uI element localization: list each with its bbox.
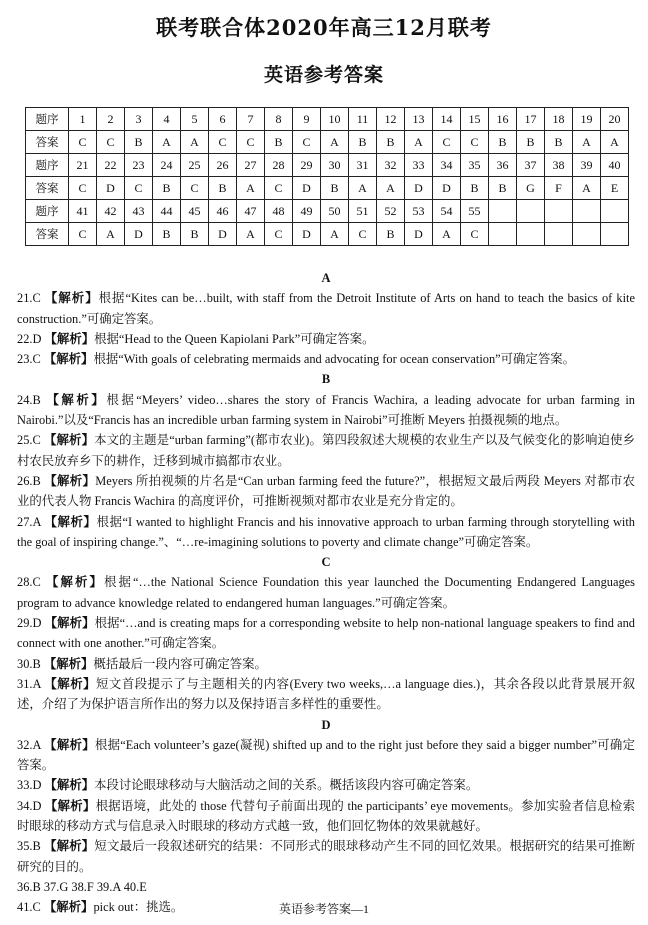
analysis-tag: 【解析】 <box>44 839 95 854</box>
explanation-text: 短文首段提示了与主题相关的内容(Every two weeks,…a language dies.)，其余各段以此背景展开叙述，介绍了为保护语言所作出的努力以及保持语言多样性的重要性。 <box>17 676 636 712</box>
answer-explanation <box>17 390 635 431</box>
answer-table-cell: 46 <box>209 200 237 223</box>
answer-table-cell: C <box>125 177 153 200</box>
answer-table-cell: 54 <box>433 200 461 223</box>
answer-explanation <box>17 836 635 877</box>
answer-table-cell <box>545 223 573 246</box>
answer-table-cell <box>573 200 601 223</box>
question-number: 23.C <box>17 352 41 367</box>
answer-table-cell: C <box>265 223 293 246</box>
question-number: 32.A <box>17 737 41 752</box>
answer-table-cell: B <box>209 177 237 200</box>
answer-explanation <box>17 613 635 654</box>
answer-table-cell: 44 <box>153 200 181 223</box>
section-heading: D <box>321 717 331 732</box>
answer-table-cell: 6 <box>209 108 237 131</box>
explanation-text: 根据“I wanted to highlight Francis and his innovative approach to urban farming through storytelling with the goal of inspiring change.”、“…re-imagining solutions to poverty and climate change”可确定答案。 <box>17 514 635 549</box>
answer-table-cell: 23 <box>125 154 153 177</box>
answer-table-cell: B <box>489 131 517 154</box>
answer-table-header-cell: 题序 <box>26 108 69 131</box>
answer-table-row <box>26 131 629 154</box>
question-number: 27.A <box>17 514 41 529</box>
answer-table-cell: A <box>573 177 601 200</box>
answer-table-cell: 39 <box>573 154 601 177</box>
analysis-tag: 【解析】 <box>43 352 94 367</box>
answer-explanation <box>17 572 635 613</box>
answer-table-cell: 17 <box>517 108 545 131</box>
analysis-tag: 【解析】 <box>44 616 95 631</box>
answer-table-cell: 7 <box>237 108 265 131</box>
analysis-tag: 【解析】 <box>44 291 99 306</box>
answer-table-header-cell: 答案 <box>26 177 69 200</box>
answer-table-cell: F <box>545 177 573 200</box>
explanation-text: 本文的主题是“urban farming”(都市农业)。第四段叙述大规模的农业生产以及气候变化的影响迫使乡村农民放弃乡下的耕作，迁移到城市搞都市农业。 <box>17 433 635 468</box>
answer-table-cell: D <box>433 177 461 200</box>
analysis-tag: 【解析】 <box>43 900 94 915</box>
answer-table-cell: C <box>181 177 209 200</box>
answer-table-cell: B <box>153 223 181 246</box>
answer-explanation <box>17 674 635 715</box>
answer-table-cell: 13 <box>405 108 433 131</box>
answer-table-cell: D <box>293 177 321 200</box>
answer-table-cell: C <box>69 223 97 246</box>
question-number: 24.B <box>17 392 41 407</box>
answer-explanation <box>17 775 635 795</box>
answer-table-cell: A <box>601 131 629 154</box>
answer-table-cell <box>573 223 601 246</box>
answer-table-cell: B <box>461 177 489 200</box>
answer-table-cell <box>601 200 629 223</box>
answer-table-cell: A <box>433 223 461 246</box>
explanation-text: 根据语境，此处的 those 代替句子前面出现的 the participants’ eye movements。参加实验者信息检索时眼球的移动方式与信息录入时眼球的移动方式越一致，他们回忆物体的效果就越好。 <box>17 798 635 834</box>
answer-explanation <box>17 735 635 776</box>
document-title: 联考联合体2020年高三12月联考 <box>156 15 492 40</box>
answer-table-cell: B <box>545 131 573 154</box>
explanation-text: 根据“Kites can be…built, with staff from the Detroit Institute of Arts on hand to teach the basics of kite construction.”可确定答案。 <box>17 291 635 326</box>
answer-table-cell: 28 <box>265 154 293 177</box>
answer-table-cell: 36 <box>489 154 517 177</box>
answer-table-cell: 22 <box>97 154 125 177</box>
answer-table <box>25 107 629 246</box>
answer-table-cell: 24 <box>153 154 181 177</box>
question-number: 22.D <box>17 331 42 346</box>
answer-table-cell: B <box>349 131 377 154</box>
analysis-tag: 【解析】 <box>44 331 95 346</box>
analysis-tag: 【解析】 <box>45 575 104 590</box>
document-subtitle: 英语参考答案 <box>263 64 384 86</box>
question-number: 29.D <box>17 616 42 631</box>
answer-table-cell: 2 <box>97 108 125 131</box>
answer-table-cell <box>517 200 545 223</box>
answer-table-cell: C <box>69 177 97 200</box>
answer-table-cell: E <box>601 177 629 200</box>
answer-table-cell: 35 <box>461 154 489 177</box>
answer-table-cell <box>489 200 517 223</box>
answer-table-cell: C <box>97 131 125 154</box>
answer-table-cell: C <box>293 131 321 154</box>
answer-table-cell: D <box>97 177 125 200</box>
analysis-tag: 【解析】 <box>43 656 94 671</box>
answer-table-header-cell: 答案 <box>26 223 69 246</box>
answer-table-header-cell: 题序 <box>26 200 69 223</box>
answer-table-cell: G <box>517 177 545 200</box>
answer-table-cell: 34 <box>433 154 461 177</box>
answer-table-cell: 32 <box>377 154 405 177</box>
answer-table-cell: A <box>349 177 377 200</box>
answer-table-row <box>26 154 629 177</box>
answer-table-cell: A <box>405 131 433 154</box>
question-number: 26.B <box>17 473 41 488</box>
answer-table-cell: B <box>265 131 293 154</box>
explanation-text: 根据“…and is creating maps for a corresponding website to help non-national language speakers to find and connect with one another.”可确定答案。 <box>17 616 635 651</box>
answer-table-cell: C <box>349 223 377 246</box>
answer-table-cell: 41 <box>69 200 97 223</box>
question-number: 28.C <box>17 575 41 590</box>
answer-table-cell: 5 <box>181 108 209 131</box>
analysis-tag: 【解析】 <box>44 778 95 793</box>
answer-table-cell: 16 <box>489 108 517 131</box>
answer-table-cell: D <box>293 223 321 246</box>
answer-table-header-cell: 答案 <box>26 131 69 154</box>
analysis-tag: 【解析】 <box>44 737 95 752</box>
question-number: 31.A <box>17 676 41 691</box>
answer-table-cell: 49 <box>293 200 321 223</box>
answer-table-cell: C <box>461 223 489 246</box>
answer-table-cell: D <box>125 223 153 246</box>
answer-table-cell: 43 <box>125 200 153 223</box>
answer-table-cell: 31 <box>349 154 377 177</box>
answer-table-cell: 14 <box>433 108 461 131</box>
explanation-text: 36.B 37.G 38.F 39.A 40.E <box>17 879 147 894</box>
answer-table-cell: A <box>573 131 601 154</box>
answer-table-cell: 37 <box>517 154 545 177</box>
answer-table-cell: 10 <box>321 108 349 131</box>
answer-table-cell: B <box>125 131 153 154</box>
answer-explanation <box>17 471 635 512</box>
explanation-body <box>17 268 635 918</box>
analysis-tag: 【解析】 <box>44 676 97 691</box>
question-number: 35.B <box>17 839 41 854</box>
answer-table-cell: 11 <box>349 108 377 131</box>
answer-table-cell: A <box>321 131 349 154</box>
answer-table-cell: 3 <box>125 108 153 131</box>
question-number: 34.D <box>17 798 42 813</box>
answer-table-cell: B <box>321 177 349 200</box>
answer-table-cell: C <box>209 131 237 154</box>
explanation-text: 概括最后一段内容可确定答案。 <box>93 656 267 671</box>
answer-table-cell <box>545 200 573 223</box>
answer-table-row <box>26 200 629 223</box>
question-number: 21.C <box>17 291 41 306</box>
analysis-tag: 【解析】 <box>44 473 96 488</box>
explanation-text: pick out：挑选。 <box>93 900 184 915</box>
answer-table-cell: D <box>405 223 433 246</box>
answer-table-cell: 9 <box>293 108 321 131</box>
answer-table-cell: B <box>377 131 405 154</box>
answer-table-cell: 19 <box>573 108 601 131</box>
answer-explanation <box>17 654 635 674</box>
answer-table-cell: 33 <box>405 154 433 177</box>
answer-table-cell <box>601 223 629 246</box>
section-heading: A <box>321 271 331 285</box>
answer-table-cell: D <box>405 177 433 200</box>
page-footer: 英语参考答案—1 <box>278 902 369 916</box>
section-heading: B <box>321 372 331 387</box>
explanation-text: 根据“…the National Science Foundation this year launched the Documenting Endangered Languages program to advance knowledge related to endangered human languages.”可确定答案。 <box>17 575 635 610</box>
answer-table-cell: B <box>153 177 181 200</box>
answer-explanation <box>17 512 635 553</box>
answer-table-row <box>26 177 629 200</box>
answer-table-cell: B <box>181 223 209 246</box>
answer-table-cell: A <box>237 177 265 200</box>
answer-table-cell: 20 <box>601 108 629 131</box>
answer-table-cell: B <box>517 131 545 154</box>
answer-table-cell: 52 <box>377 200 405 223</box>
answer-table-cell <box>517 223 545 246</box>
answer-table-cell: A <box>321 223 349 246</box>
answer-table-cell: A <box>181 131 209 154</box>
answer-table-cell: D <box>209 223 237 246</box>
answer-table-cell: C <box>69 131 97 154</box>
answer-table-cell: B <box>377 223 405 246</box>
analysis-tag: 【解析】 <box>44 433 95 448</box>
answer-table-cell: 8 <box>265 108 293 131</box>
question-number: 33.D <box>17 778 42 793</box>
explanation-text: 根据“Each volunteer’s gaze(凝视) shifted up and to the right just before they said a bigger number”可确定答案。 <box>17 737 635 773</box>
answer-explanation <box>17 796 635 837</box>
answer-table-cell: B <box>489 177 517 200</box>
answer-table-row <box>26 108 629 131</box>
answer-table-cell: 45 <box>181 200 209 223</box>
answer-table-cell: 55 <box>461 200 489 223</box>
answer-table-cell: 4 <box>153 108 181 131</box>
answer-table-cell: C <box>237 131 265 154</box>
section-heading: C <box>321 555 331 570</box>
answer-table-cell: 1 <box>69 108 97 131</box>
answer-table-cell: 27 <box>237 154 265 177</box>
answer-table-cell: A <box>237 223 265 246</box>
answer-table-cell: C <box>433 131 461 154</box>
answer-table-cell: 12 <box>377 108 405 131</box>
question-number: 41.C <box>17 900 41 915</box>
answer-table-cell: 30 <box>321 154 349 177</box>
answer-explanation <box>17 329 635 349</box>
answer-table-cell: 18 <box>545 108 573 131</box>
answer-table-cell: C <box>265 177 293 200</box>
explanation-text: 本段讨论眼球移动与大脑活动之间的关系。概括该段内容可确定答案。 <box>94 778 479 793</box>
answer-table-cell: C <box>461 131 489 154</box>
explanation-text: 根据“Head to the Queen Kapiolani Park”可确定答案。 <box>94 331 375 346</box>
answer-table-cell: 15 <box>461 108 489 131</box>
answer-table-row <box>26 223 629 246</box>
answer-table-cell: 25 <box>181 154 209 177</box>
answer-table-cell: 47 <box>237 200 265 223</box>
answer-table-cell: 38 <box>545 154 573 177</box>
analysis-tag: 【解析】 <box>44 798 96 813</box>
answer-explanation <box>17 430 635 471</box>
explanation-text: 短文最后一段叙述研究的结果：不同形式的眼球移动产生不同的回忆效果。根据研究的结果可推断研究的目的。 <box>17 839 636 874</box>
explanation-text: Meyers 所拍视频的片名是“Can urban farming feed the future?”，根据短文最后两段 Meyers 对都市农业的代表人物 Francis Wachira 的高度评价，可推断视频对都市农业是充分肯定的。 <box>17 473 635 509</box>
analysis-tag: 【解析】 <box>46 392 107 407</box>
answer-table-cell: 29 <box>293 154 321 177</box>
answer-explanation <box>17 349 635 369</box>
answer-table-cell: 51 <box>349 200 377 223</box>
answer-table-cell <box>489 223 517 246</box>
question-number: 30.B <box>17 656 41 671</box>
answer-table-cell: 50 <box>321 200 349 223</box>
answer-table-cell: 40 <box>601 154 629 177</box>
answer-table-cell: 42 <box>97 200 125 223</box>
answer-table-cell: 48 <box>265 200 293 223</box>
answer-table-cell: A <box>377 177 405 200</box>
explanation-text: 根据“With goals of celebrating mermaids and advocating for ocean conservation”可确定答案。 <box>93 352 575 367</box>
answer-explanation <box>17 288 635 329</box>
explanation-text: 根据“Meyers’ video…shares the story of Francis Wachira, a leading advocate for urban farming in Nairobi.”以及“Francis has an incredible urban farming system in Nairobi”可推断 Meyers 拍摄视频的地点。 <box>17 392 635 428</box>
answer-table-header-cell: 题序 <box>26 154 69 177</box>
answer-table-cell: 21 <box>69 154 97 177</box>
analysis-tag: 【解析】 <box>44 514 97 529</box>
question-number: 25.C <box>17 433 41 448</box>
answer-table-cell: 53 <box>405 200 433 223</box>
answer-table-cell: 26 <box>209 154 237 177</box>
answer-explanation <box>17 877 635 897</box>
answer-table-cell: A <box>97 223 125 246</box>
answer-table-cell: A <box>153 131 181 154</box>
